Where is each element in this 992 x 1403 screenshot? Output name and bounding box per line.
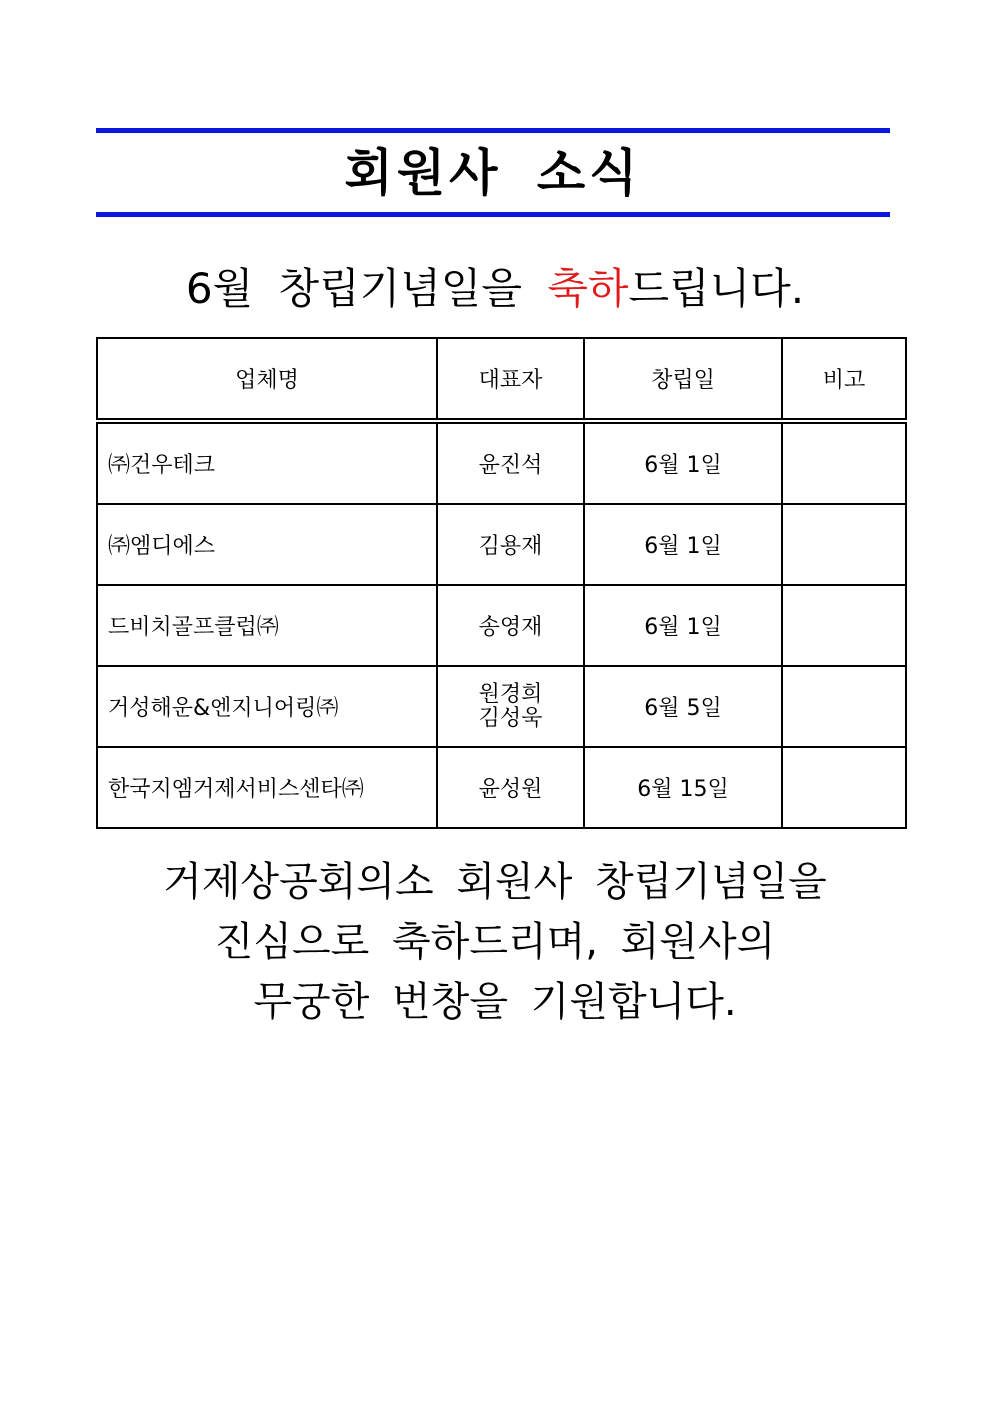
closing-line: 진심으로 축하드리며, 회원사의 <box>214 919 776 965</box>
subtitle <box>60 258 930 320</box>
member-anniversary-table <box>96 337 907 829</box>
founded-date: 6월 15일 <box>584 747 782 828</box>
table-header-row <box>97 338 906 421</box>
founded-date: 6월 1일 <box>584 421 782 504</box>
representative-name: 김성욱 <box>478 705 543 731</box>
column-header-company: 업체명 <box>97 338 437 421</box>
note <box>782 666 906 747</box>
founded-date: 6월 5일 <box>584 666 782 747</box>
page-title: 회원사 소식 <box>344 144 642 202</box>
title-top-rule <box>96 128 890 133</box>
subtitle-highlight: 축하 <box>547 264 629 313</box>
representative: 송영재 <box>437 585 584 666</box>
note <box>782 504 906 585</box>
column-header-note: 비고 <box>782 338 906 421</box>
closing-message <box>60 852 930 1032</box>
company-name: 한국지엠거제서비스센타㈜ <box>97 747 437 828</box>
representative: 김용재 <box>437 504 584 585</box>
company-name: 거성해운&엔지니어링㈜ <box>97 666 437 747</box>
table-row <box>97 585 906 666</box>
founded-date: 6월 1일 <box>584 504 782 585</box>
column-header-representative: 대표자 <box>437 338 584 421</box>
representative: 윤진석 <box>437 421 584 504</box>
representative-name: 원경희 <box>478 681 543 707</box>
table-row <box>97 666 906 747</box>
representative: 윤성원 <box>437 747 584 828</box>
representative <box>437 666 584 747</box>
table-row <box>97 504 906 585</box>
note <box>782 747 906 828</box>
subtitle-text: 6월 창립기념일을 <box>185 264 548 313</box>
company-name: ㈜엠디에스 <box>97 504 437 585</box>
table-row <box>97 747 906 828</box>
company-name: ㈜건우테크 <box>97 421 437 504</box>
subtitle-text-end: 드립니다. <box>628 264 805 313</box>
closing-line: 거제상공회의소 회원사 창립기념일을 <box>163 859 827 905</box>
company-name: 드비치골프클럽㈜ <box>97 585 437 666</box>
closing-line: 무궁한 번창을 기원합니다. <box>253 979 737 1025</box>
column-header-founded: 창립일 <box>584 338 782 421</box>
note <box>782 421 906 504</box>
founded-date: 6월 1일 <box>584 585 782 666</box>
note <box>782 585 906 666</box>
table-row <box>97 421 906 504</box>
title-bottom-rule <box>96 212 890 217</box>
